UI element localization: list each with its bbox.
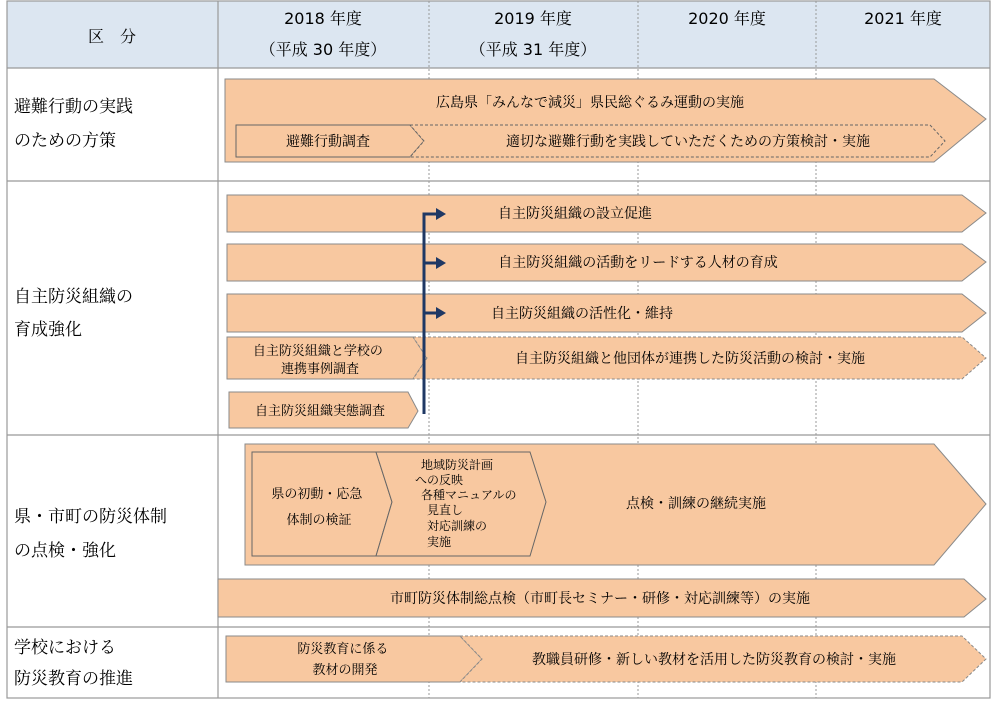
row-title-3: 県・市町の防災体制 の点検・強化 — [14, 507, 167, 561]
bar-shodo-kensho — [252, 452, 392, 556]
bar-jittai-chosa-label: 自主防災組織実態調査 — [254, 404, 386, 419]
header-category: 区 分 — [87, 27, 137, 46]
bar-kyozai-kaihatsu-label: 防災教育に係る 教材の開発 — [297, 642, 389, 678]
bar-tenken-kunren-label: 点検・訓練の継続実施 — [626, 496, 766, 512]
header-year-2018-era: （平成 30 年度） — [259, 40, 387, 59]
bar-jinzai-label: 自主防災組織の活動をリードする人材の育成 — [498, 255, 778, 271]
bar-setsuritsu-label: 自主防災組織の設立促進 — [498, 206, 652, 222]
bar-kyoshokuin-kenshu-label: 教職員研修・新しい教材を活用した防災教育の検討・実施 — [532, 652, 896, 668]
header-year-2018: 2018 年度 — [284, 9, 362, 28]
bar-hinan-hosaku-label: 適切な避難行動を実践していただくための方策検討・実施 — [506, 134, 870, 150]
header-year-2021: 2021 年度 — [864, 9, 942, 28]
row-title-4: 学校における 防災教育の推進 — [14, 638, 133, 689]
bar-hinan-chosa-label: 避難行動調査 — [286, 134, 370, 150]
bar-keikaku-hanei-label: 地域防災計画 への反映 各種マニュアルの 見直し 対応訓練の 実施 — [415, 458, 517, 549]
header-year-2019-era: （平成 31 年度） — [469, 40, 597, 59]
bar-kasseika-label: 自主防災組織の活性化・維持 — [491, 306, 673, 322]
row-title-1: 避難行動の実践 のための方策 — [14, 97, 133, 151]
bar-shicho-sotenken-label: 市町防災体制総点検（市町長セミナー・研修・対応訓練等）の実施 — [390, 591, 810, 607]
row-title-2: 自主防災組織の 育成強化 — [14, 287, 133, 340]
bar-gakko-renkei-label: 自主防災組織と学校の 連携事例調査 — [252, 344, 383, 377]
bar-kenmin-undo-label: 広島県「みんなで減災」県民総ぐるみ運動の実施 — [436, 95, 744, 111]
header-year-2019: 2019 年度 — [494, 9, 572, 28]
bar-tadantai-renkei-label: 自主防災組織と他団体が連携した防災活動の検討・実施 — [515, 351, 865, 367]
bar-shodo-kensho-label: 県の初動・応急 体制の検証 — [271, 487, 363, 528]
header-year-2020: 2020 年度 — [688, 9, 766, 28]
